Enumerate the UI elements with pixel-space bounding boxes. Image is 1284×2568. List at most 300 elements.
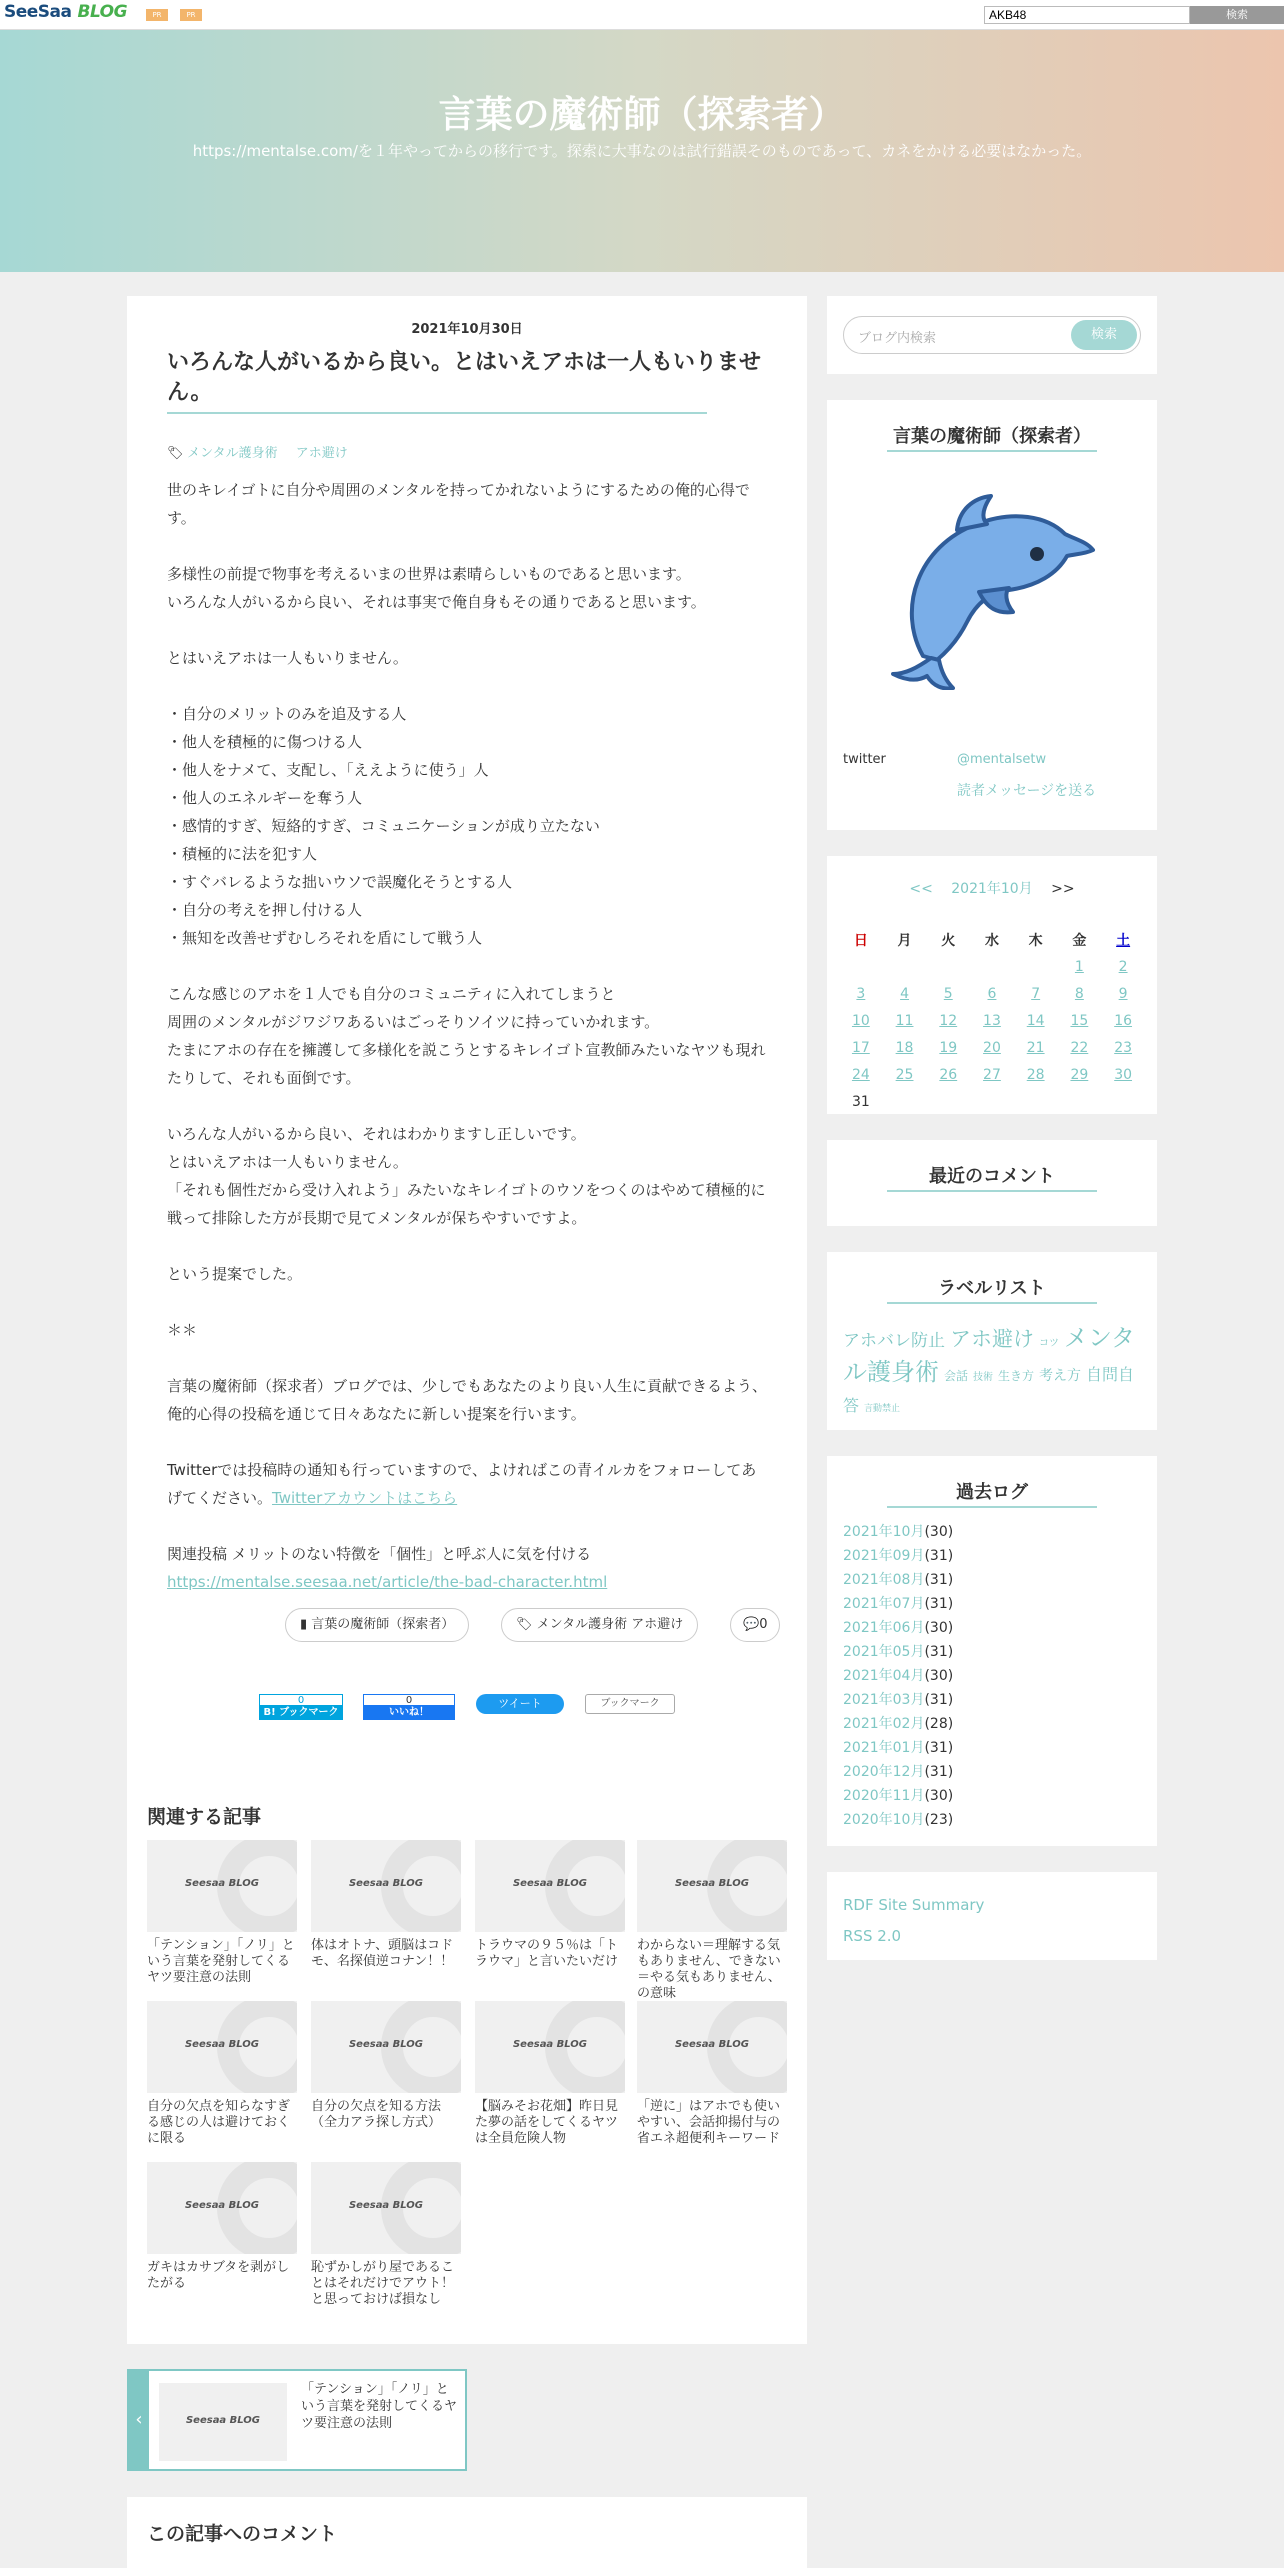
archive-month-link[interactable]: 2021年09月 [843, 1548, 925, 1564]
calendar-day-link[interactable]: 9 [1118, 985, 1128, 1002]
calendar-day-link[interactable]: 2 [1118, 958, 1128, 975]
heading-underline [887, 1302, 1097, 1304]
article-paragraph [167, 700, 767, 952]
paragraph-spacer [167, 1428, 767, 1456]
archive-item [843, 1664, 953, 1688]
hatena-count: 0 [259, 1694, 343, 1706]
hatena-bookmark-button[interactable] [259, 1694, 343, 1720]
archive-month-link[interactable]: 2021年08月 [843, 1572, 925, 1588]
label-cloud [843, 1324, 1143, 1423]
twitter-text: Twitterでは投稿時の通知も行っていますので、よければこの青イルカをフォローしてあげてください。 [167, 1461, 757, 1507]
calendar-day [1101, 953, 1145, 980]
article-card [127, 296, 807, 2344]
article-paragraph [167, 1456, 767, 1512]
article-title[interactable]: いろんな人がいるから良い。とはいえアホは一人もいりません。 [167, 350, 762, 405]
archive-count: (23) [924, 1812, 954, 1828]
sidebar-search-box [843, 316, 1141, 354]
article-line: 多様性の前提で物事を考えるいまの世界は素晴らしいものであると思います。 [167, 565, 691, 583]
related-thumbnail [475, 2001, 625, 2093]
archive-item [843, 1616, 953, 1640]
article-tags [167, 442, 362, 461]
calendar-next-link[interactable]: >> [1051, 881, 1075, 897]
calendar-day-link[interactable]: 18 [895, 1039, 914, 1056]
calendar-day [839, 953, 883, 980]
related-thumbnail [637, 2001, 787, 2093]
tags-pill[interactable] [501, 1608, 698, 1642]
archive-month-link[interactable]: 2021年02月 [843, 1716, 925, 1732]
archive-item [843, 1592, 953, 1616]
calendar-day-link[interactable]: 25 [895, 1066, 914, 1083]
label-link[interactable]: メンタル護身術 [843, 1324, 1136, 1386]
tag-link[interactable]: アホ避け [295, 446, 348, 461]
dolphin-avatar [887, 490, 1097, 690]
archive-count: (30) [924, 1620, 954, 1636]
article-line: 周囲のメンタルがジワジワあるいはごっそりソイツに持っていかれます。 [167, 1013, 660, 1031]
calendar-day [1014, 1061, 1058, 1088]
weekday-label: 火 [941, 932, 956, 949]
pocket-button[interactable] [585, 1694, 675, 1714]
calendar-day-link[interactable]: 11 [895, 1012, 914, 1029]
archive-month-link[interactable]: 2021年01月 [843, 1740, 925, 1756]
calendar-day-link[interactable]: 7 [1031, 985, 1041, 1002]
calendar-day-link[interactable]: 27 [983, 1066, 1001, 1083]
calendar-day [1058, 1034, 1102, 1061]
related-title: 恥ずかしがり屋であることはそれだけでアウト！と思っておけば損なし [311, 2260, 455, 2307]
article-line: ・感情的すぎ、短絡的すぎ、コミュニケーションが成り立たない [167, 817, 600, 835]
paragraph-spacer [167, 952, 767, 980]
related-title: 【脳みそお花畑】昨日見た夢の話をしてくるヤツは全員危険人物 [475, 2099, 619, 2146]
hatena-label: B! ブックマーク [259, 1706, 343, 1720]
label-link[interactable]: 技術 [973, 1372, 994, 1383]
related-thumbnail [475, 1840, 625, 1932]
seesaa-logo[interactable] [4, 2, 127, 22]
top-search-button[interactable]: 検索 [1190, 6, 1284, 24]
archive-month-link[interactable]: 2021年10月 [843, 1524, 925, 1540]
calendar-day-link[interactable]: 15 [1070, 1012, 1089, 1029]
calendar-day [1014, 1034, 1058, 1061]
heading-underline [887, 1506, 1097, 1508]
prev-article-title: 「テンション」「ノリ」という言葉を発射してくるヤツ要注意の法則 [301, 2382, 458, 2431]
archive-month-link[interactable]: 2020年11月 [843, 1788, 925, 1804]
calendar-day [970, 1088, 1014, 1115]
article-line: こんな感じのアホを１人でも自分のコミュニティに入れてしまうと [167, 985, 616, 1003]
label-link[interactable]: アホバレ防止 [843, 1331, 945, 1351]
archive-count: (31) [924, 1764, 954, 1780]
calendar-week-row [839, 1088, 1145, 1115]
archive-month-link[interactable]: 2021年05月 [843, 1644, 925, 1660]
article-line: 言葉の魔術師（探求者）ブログでは、少しでもあなたのより良い人生に貢献できるよう、俺的心得の投稿を通じて日々あなたに新しい提案を行います。 [167, 1377, 768, 1423]
archive-item [843, 1736, 953, 1760]
archive-count: (30) [924, 1524, 954, 1540]
prev-article-link[interactable] [127, 2369, 467, 2471]
weekday-label: 水 [984, 932, 999, 949]
calendar-day [883, 1061, 927, 1088]
label-link[interactable]: コツ [1039, 1338, 1059, 1349]
sidebar-search-widget [827, 296, 1157, 374]
article-body [167, 476, 767, 1596]
related-thumbnail [311, 2162, 461, 2254]
prev-article-thumbnail [159, 2383, 287, 2461]
related-title: トラウマの９５％は「トラウマ」と言いたいだけ [475, 1938, 619, 1969]
calendar-table [839, 926, 1145, 1115]
archive-month-link[interactable]: 2020年12月 [843, 1764, 925, 1780]
tag-link[interactable]: メンタル護身術 [187, 446, 278, 461]
thumb-logo: Seesaa BLOG [184, 1878, 260, 1889]
calendar-day-link[interactable]: 4 [900, 985, 910, 1002]
calendar-day [839, 1088, 883, 1115]
fb-label: いいね！ [363, 1706, 455, 1720]
paragraph-spacer [167, 1344, 767, 1372]
comments-heading: この記事へのコメント [147, 2523, 338, 2545]
related-article[interactable] [147, 1840, 297, 1998]
paragraph-spacer [167, 1092, 767, 1120]
comment-icon: 💬 [743, 1617, 760, 1632]
article-date: 2021年10月30日 [411, 322, 523, 337]
related-title: わからない＝理解する気もありません、できない＝やる気もありません、の意味 [637, 1938, 781, 2001]
calendar-month-link[interactable]: 2021年10月 [951, 881, 1033, 897]
calendar-day [1101, 1061, 1145, 1088]
calendar-day-link[interactable]: 17 [851, 1039, 870, 1056]
paragraph-spacer [167, 616, 767, 644]
archive-count: (30) [924, 1668, 954, 1684]
calendar-day [1014, 980, 1058, 1007]
calendar-day [883, 980, 927, 1007]
calendar-day [839, 1061, 883, 1088]
thumb-logo: Seesaa BLOG [348, 2200, 424, 2211]
article-paragraph [167, 1372, 767, 1428]
archive-month-link[interactable]: 2021年07月 [843, 1596, 925, 1612]
title-underline [167, 412, 707, 414]
related-title: 自分の欠点を知る方法（全力アラ探し方式） [311, 2099, 442, 2130]
calendar-day-link[interactable]: 20 [983, 1039, 1001, 1056]
article-line: ・すぐバレるような拙いウソで誤魔化そうとする人 [167, 873, 513, 891]
twitter-label: twitter [843, 752, 886, 767]
calendar-day [926, 953, 970, 980]
article-paragraph [167, 1120, 767, 1232]
article-line: ＊＊ [167, 1321, 198, 1339]
calendar-day [926, 980, 970, 1007]
calendar-day-link[interactable]: 12 [939, 1012, 958, 1029]
paragraph-spacer [167, 532, 767, 560]
calendar-day-link[interactable]: 30 [1114, 1066, 1133, 1083]
thumb-logo: Seesaa BLOG [512, 2039, 588, 2050]
calendar-day-link[interactable]: 8 [1074, 985, 1084, 1002]
article-paragraph [167, 560, 767, 616]
label-link[interactable]: 言動禁止 [864, 1404, 901, 1414]
tag-icon: 🏷 [516, 1617, 537, 1632]
logo-subtext: BLOG [77, 2, 128, 22]
calendar-day [970, 953, 1014, 980]
recent-comments-widget [827, 1140, 1157, 1226]
related-article[interactable] [637, 2001, 787, 2159]
article-paragraph [167, 476, 767, 532]
calendar-day [1058, 1007, 1102, 1034]
related-thumbnail [311, 2001, 461, 2093]
calendar-day [1101, 1034, 1145, 1061]
calendar-day [883, 1088, 927, 1115]
weekday-label: 日 [853, 932, 868, 949]
calendar-day [883, 1034, 927, 1061]
weekday-label: 月 [897, 932, 912, 949]
archive-widget [827, 1456, 1157, 1846]
pr-badge[interactable]: PR [180, 9, 202, 21]
calendar-day [1058, 1088, 1102, 1115]
chevron-left-icon: ‹ [129, 2371, 149, 2469]
thumb-logo: Seesaa BLOG [512, 1878, 588, 1889]
calendar-day [970, 1061, 1014, 1088]
calendar-day [1014, 1088, 1058, 1115]
calendar-day [926, 1007, 970, 1034]
calendar-day [1101, 1088, 1145, 1115]
calendar-day [926, 1061, 970, 1088]
calendar-day [1058, 1061, 1102, 1088]
calendar-day-link[interactable]: 24 [851, 1066, 870, 1083]
comments-pill[interactable] [730, 1608, 780, 1642]
related-title: ガキはカサブタを剥がしたがる [147, 2260, 290, 2291]
article-line: たまにアホの存在を擁護して多様化を説こうとするキレイゴト宣教師みたいなヤツも現れたりして、それも面倒です。 [167, 1041, 766, 1087]
feed-links [843, 1890, 984, 1952]
related-thumbnail [311, 1840, 461, 1932]
sidebar-search-button[interactable]: 検索 [1071, 320, 1137, 350]
related-article[interactable] [311, 2162, 461, 2320]
calendar-week-row [839, 1061, 1145, 1088]
related-title: 自分の欠点を知らなすぎる感じの人は避けておくに限る [147, 2099, 291, 2146]
paragraph-spacer [167, 1512, 767, 1540]
archive-item [843, 1568, 953, 1592]
article-line: 「それも個性だから受け入れよう」みたいなキレイゴトのウソをつくのはやめて積極的に戦って排除した方が長期で見てメンタルが保ちやすいですよ。 [167, 1181, 766, 1227]
logo-text: SeeSaa [4, 2, 72, 22]
twitter-account-link[interactable]: Twitterアカウントはこちら [272, 1489, 458, 1507]
tag-icon: 🏷 [167, 446, 184, 461]
archive-count: (31) [924, 1740, 954, 1756]
archive-count: (31) [924, 1692, 954, 1708]
paragraph-spacer [167, 672, 767, 700]
article-paragraph [167, 1316, 767, 1344]
article-line: いろんな人がいるから良い、それはわかりますし正しいです。 [167, 1125, 586, 1143]
related-heading: 関連する記事 [147, 1806, 262, 1828]
archive-list [843, 1520, 953, 1832]
related-title: 「テンション」「ノリ」という言葉を発射してくるヤツ要注意の法則 [147, 1938, 295, 1985]
archive-item [843, 1688, 953, 1712]
weekday-label: 金 [1072, 932, 1087, 949]
article-line: 世のキレイゴトに自分や周囲のメンタルを持ってかれないようにするための俺的心得です。 [167, 481, 750, 527]
author-pill[interactable] [285, 1608, 469, 1642]
calendar-day-link[interactable]: 16 [1114, 1012, 1133, 1029]
labels-heading: ラベルリスト [938, 1278, 1046, 1299]
article-line: ・自分の考えを押し付ける人 [167, 901, 363, 919]
twitter-handle-link[interactable]: @mentalsetw [957, 752, 1047, 767]
calendar-day [1058, 953, 1102, 980]
article-line: ・他人をナメて、支配し、「ええように使う」人 [167, 761, 489, 779]
calendar-day-link[interactable]: 28 [1026, 1066, 1045, 1083]
related-article[interactable] [475, 2001, 625, 2159]
tweet-label: ツイート [498, 1697, 542, 1710]
feeds-widget [827, 1872, 1157, 1960]
archive-count: (31) [924, 1596, 954, 1612]
calendar-day-link[interactable]: 13 [983, 1012, 1001, 1029]
calendar-prev-link[interactable]: << [909, 881, 933, 897]
tags-text: メンタル護身術 アホ避け [536, 1617, 684, 1632]
thumb-logo: Seesaa BLOG [184, 2200, 260, 2211]
calendar-day-link[interactable]: 5 [943, 985, 953, 1002]
related-article[interactable] [147, 2001, 297, 2159]
archive-item [843, 1760, 953, 1784]
recent-comments-heading: 最近のコメント [929, 1166, 1055, 1187]
paragraph-spacer [167, 1232, 767, 1260]
tweet-button[interactable] [476, 1694, 564, 1714]
article-line: という提案でした。 [167, 1265, 303, 1283]
archive-count: (31) [924, 1548, 954, 1564]
archive-item [843, 1640, 953, 1664]
related-article[interactable] [311, 1840, 461, 1998]
article-line: ・他人のエネルギーを奪う人 [167, 789, 363, 807]
archive-heading: 過去ログ [956, 1482, 1028, 1503]
thumb-logo: Seesaa BLOG [674, 2039, 750, 2050]
calendar-day [1014, 1007, 1058, 1034]
related-post-text: 関連投稿 メリットのない特徴を「個性」と呼ぶ人に気を付ける [167, 1545, 592, 1563]
related-title: 体はオトナ、頭脳はコドモ、名探偵逆コナン！！ [311, 1938, 454, 1969]
profile-heading: 言葉の魔術師（探索者） [893, 426, 1091, 447]
related-article[interactable] [311, 2001, 461, 2159]
related-title: 「逆に」はアホでも使いやすい、会話抑揚付与の省エネ超便利キーワード [637, 2099, 781, 2146]
label-link[interactable]: 自問自答 [843, 1365, 1135, 1415]
archive-item [843, 1808, 953, 1832]
archive-item [843, 1520, 953, 1544]
calendar-day [839, 1034, 883, 1061]
calendar-day [926, 1034, 970, 1061]
article-paragraph [167, 1540, 767, 1596]
author-name: 言葉の魔術師（探索者） [311, 1617, 455, 1632]
calendar-day-number: 31 [851, 1093, 870, 1110]
calendar-day-link[interactable]: 19 [939, 1039, 958, 1056]
related-thumbnail [147, 2162, 297, 2254]
blog-description: https://mentalse.com/を１年やってからの移行です。探索に大事なのは試行錯誤そのものであって、カネをかける必要はなかった。 [192, 142, 1092, 160]
calendar-day [1014, 953, 1058, 980]
comment-count: 0 [759, 1617, 768, 1632]
thumb-logo: Seesaa BLOG [348, 2039, 424, 2050]
weekday-label: 木 [1028, 932, 1043, 949]
archive-month-link[interactable]: 2021年06月 [843, 1620, 925, 1636]
article-line: ・他人を積極的に傷つける人 [167, 733, 363, 751]
profile-widget [827, 400, 1157, 830]
calendar-day-link[interactable]: 1 [1074, 958, 1084, 975]
archive-item [843, 1544, 953, 1568]
label-link[interactable]: 会話 [944, 1369, 969, 1383]
archive-count: (28) [924, 1716, 954, 1732]
calendar-week-row [839, 980, 1145, 1007]
related-post-link[interactable]: https://mentalse.seesaa.net/article/the-bad-character.html [167, 1573, 608, 1591]
paragraph-spacer [167, 1288, 767, 1316]
article-line: とはいえアホは一人もいりません。 [167, 1153, 408, 1171]
article-line: ・積極的に法を犯す人 [167, 845, 318, 863]
archive-count: (30) [924, 1788, 954, 1804]
archive-month-link[interactable]: 2020年10月 [843, 1812, 925, 1828]
calendar-day [970, 1007, 1014, 1034]
calendar-day-link[interactable]: 23 [1114, 1039, 1133, 1056]
calendar-day-link[interactable]: 6 [987, 985, 997, 1002]
label-link[interactable]: 生き方 [998, 1369, 1035, 1383]
calendar-week-row [839, 953, 1145, 980]
calendar-week-row [839, 1007, 1145, 1034]
archive-item [843, 1784, 953, 1808]
label-link[interactable]: 考え方 [1039, 1368, 1082, 1384]
article-paragraph [167, 644, 767, 672]
calendar-day-link[interactable]: 3 [856, 985, 866, 1002]
top-search-input[interactable] [984, 6, 1190, 24]
reader-message-link[interactable]: 読者メッセージを送る [957, 783, 1097, 799]
pocket-label: ブックマーク [600, 1698, 660, 1709]
archive-item [843, 1712, 953, 1736]
related-thumbnail [147, 1840, 297, 1932]
thumb-logo: Seesaa BLOG [674, 1878, 750, 1889]
rss-link[interactable]: RSS 2.0 [843, 1927, 902, 1945]
article-line: いろんな人がいるから良い、それは事実で俺自身もその通りであると思います。 [167, 593, 706, 611]
calendar-day-link[interactable]: 21 [1026, 1039, 1045, 1056]
top-bar [0, 0, 1284, 30]
calendar-day [883, 1007, 927, 1034]
calendar-day-link[interactable]: 29 [1070, 1066, 1089, 1083]
rdf-link[interactable]: RDF Site Summary [843, 1896, 985, 1914]
facebook-like-button[interactable] [363, 1694, 455, 1720]
pr-badge[interactable]: PR [146, 9, 168, 21]
heading-underline [887, 1190, 1097, 1192]
calendar-day [1058, 980, 1102, 1007]
archive-month-link[interactable]: 2021年03月 [843, 1692, 925, 1708]
article-line: ・無知を改善せずむしろそれを盾にして戦う人 [167, 929, 483, 947]
archive-count: (31) [924, 1644, 954, 1660]
bookmark-icon: ▮ [300, 1617, 312, 1632]
related-article[interactable] [147, 2162, 297, 2320]
article-line: ・自分のメリットのみを追及する人 [167, 705, 407, 723]
archive-count: (31) [924, 1572, 954, 1588]
sidebar-search-input[interactable]: ブログ内検索 [858, 331, 937, 346]
calendar-weekday-row [839, 926, 1145, 953]
weekday-label: 土 [1116, 932, 1131, 949]
comments-section [127, 2497, 807, 2568]
calendar-week-row [839, 1034, 1145, 1061]
calendar-day [970, 1034, 1014, 1061]
calendar-day [970, 980, 1014, 1007]
thumb-logo: Seesaa BLOG [184, 2039, 260, 2050]
related-thumbnail [637, 1840, 787, 1932]
thumb-logo: Seesaa BLOG [348, 1878, 424, 1889]
related-article[interactable] [637, 1840, 787, 2001]
heading-underline [887, 450, 1097, 452]
label-link[interactable]: アホ避け [950, 1327, 1034, 1351]
thumb-logo: Seesaa BLOG [185, 2415, 261, 2426]
calendar-widget [827, 856, 1157, 1114]
article-line: とはいえアホは一人もいりません。 [167, 649, 408, 667]
blog-title[interactable]: 言葉の魔術師（探索者） [438, 93, 846, 136]
calendar-day-link[interactable]: 26 [939, 1066, 958, 1083]
calendar-day [839, 980, 883, 1007]
related-thumbnail [147, 2001, 297, 2093]
calendar-day-link[interactable]: 22 [1070, 1039, 1089, 1056]
calendar-day [883, 953, 927, 980]
calendar-nav [827, 878, 1157, 898]
calendar-day-link[interactable]: 10 [851, 1012, 870, 1029]
calendar-day-link[interactable]: 14 [1026, 1012, 1045, 1029]
article-paragraph [167, 980, 767, 1092]
archive-month-link[interactable]: 2021年04月 [843, 1668, 925, 1684]
fb-count: 0 [363, 1694, 455, 1706]
calendar-day [839, 1007, 883, 1034]
calendar-day [1101, 1007, 1145, 1034]
related-article[interactable] [475, 1840, 625, 1998]
article-paragraph [167, 1260, 767, 1288]
calendar-day [926, 1088, 970, 1115]
labels-widget [827, 1252, 1157, 1430]
